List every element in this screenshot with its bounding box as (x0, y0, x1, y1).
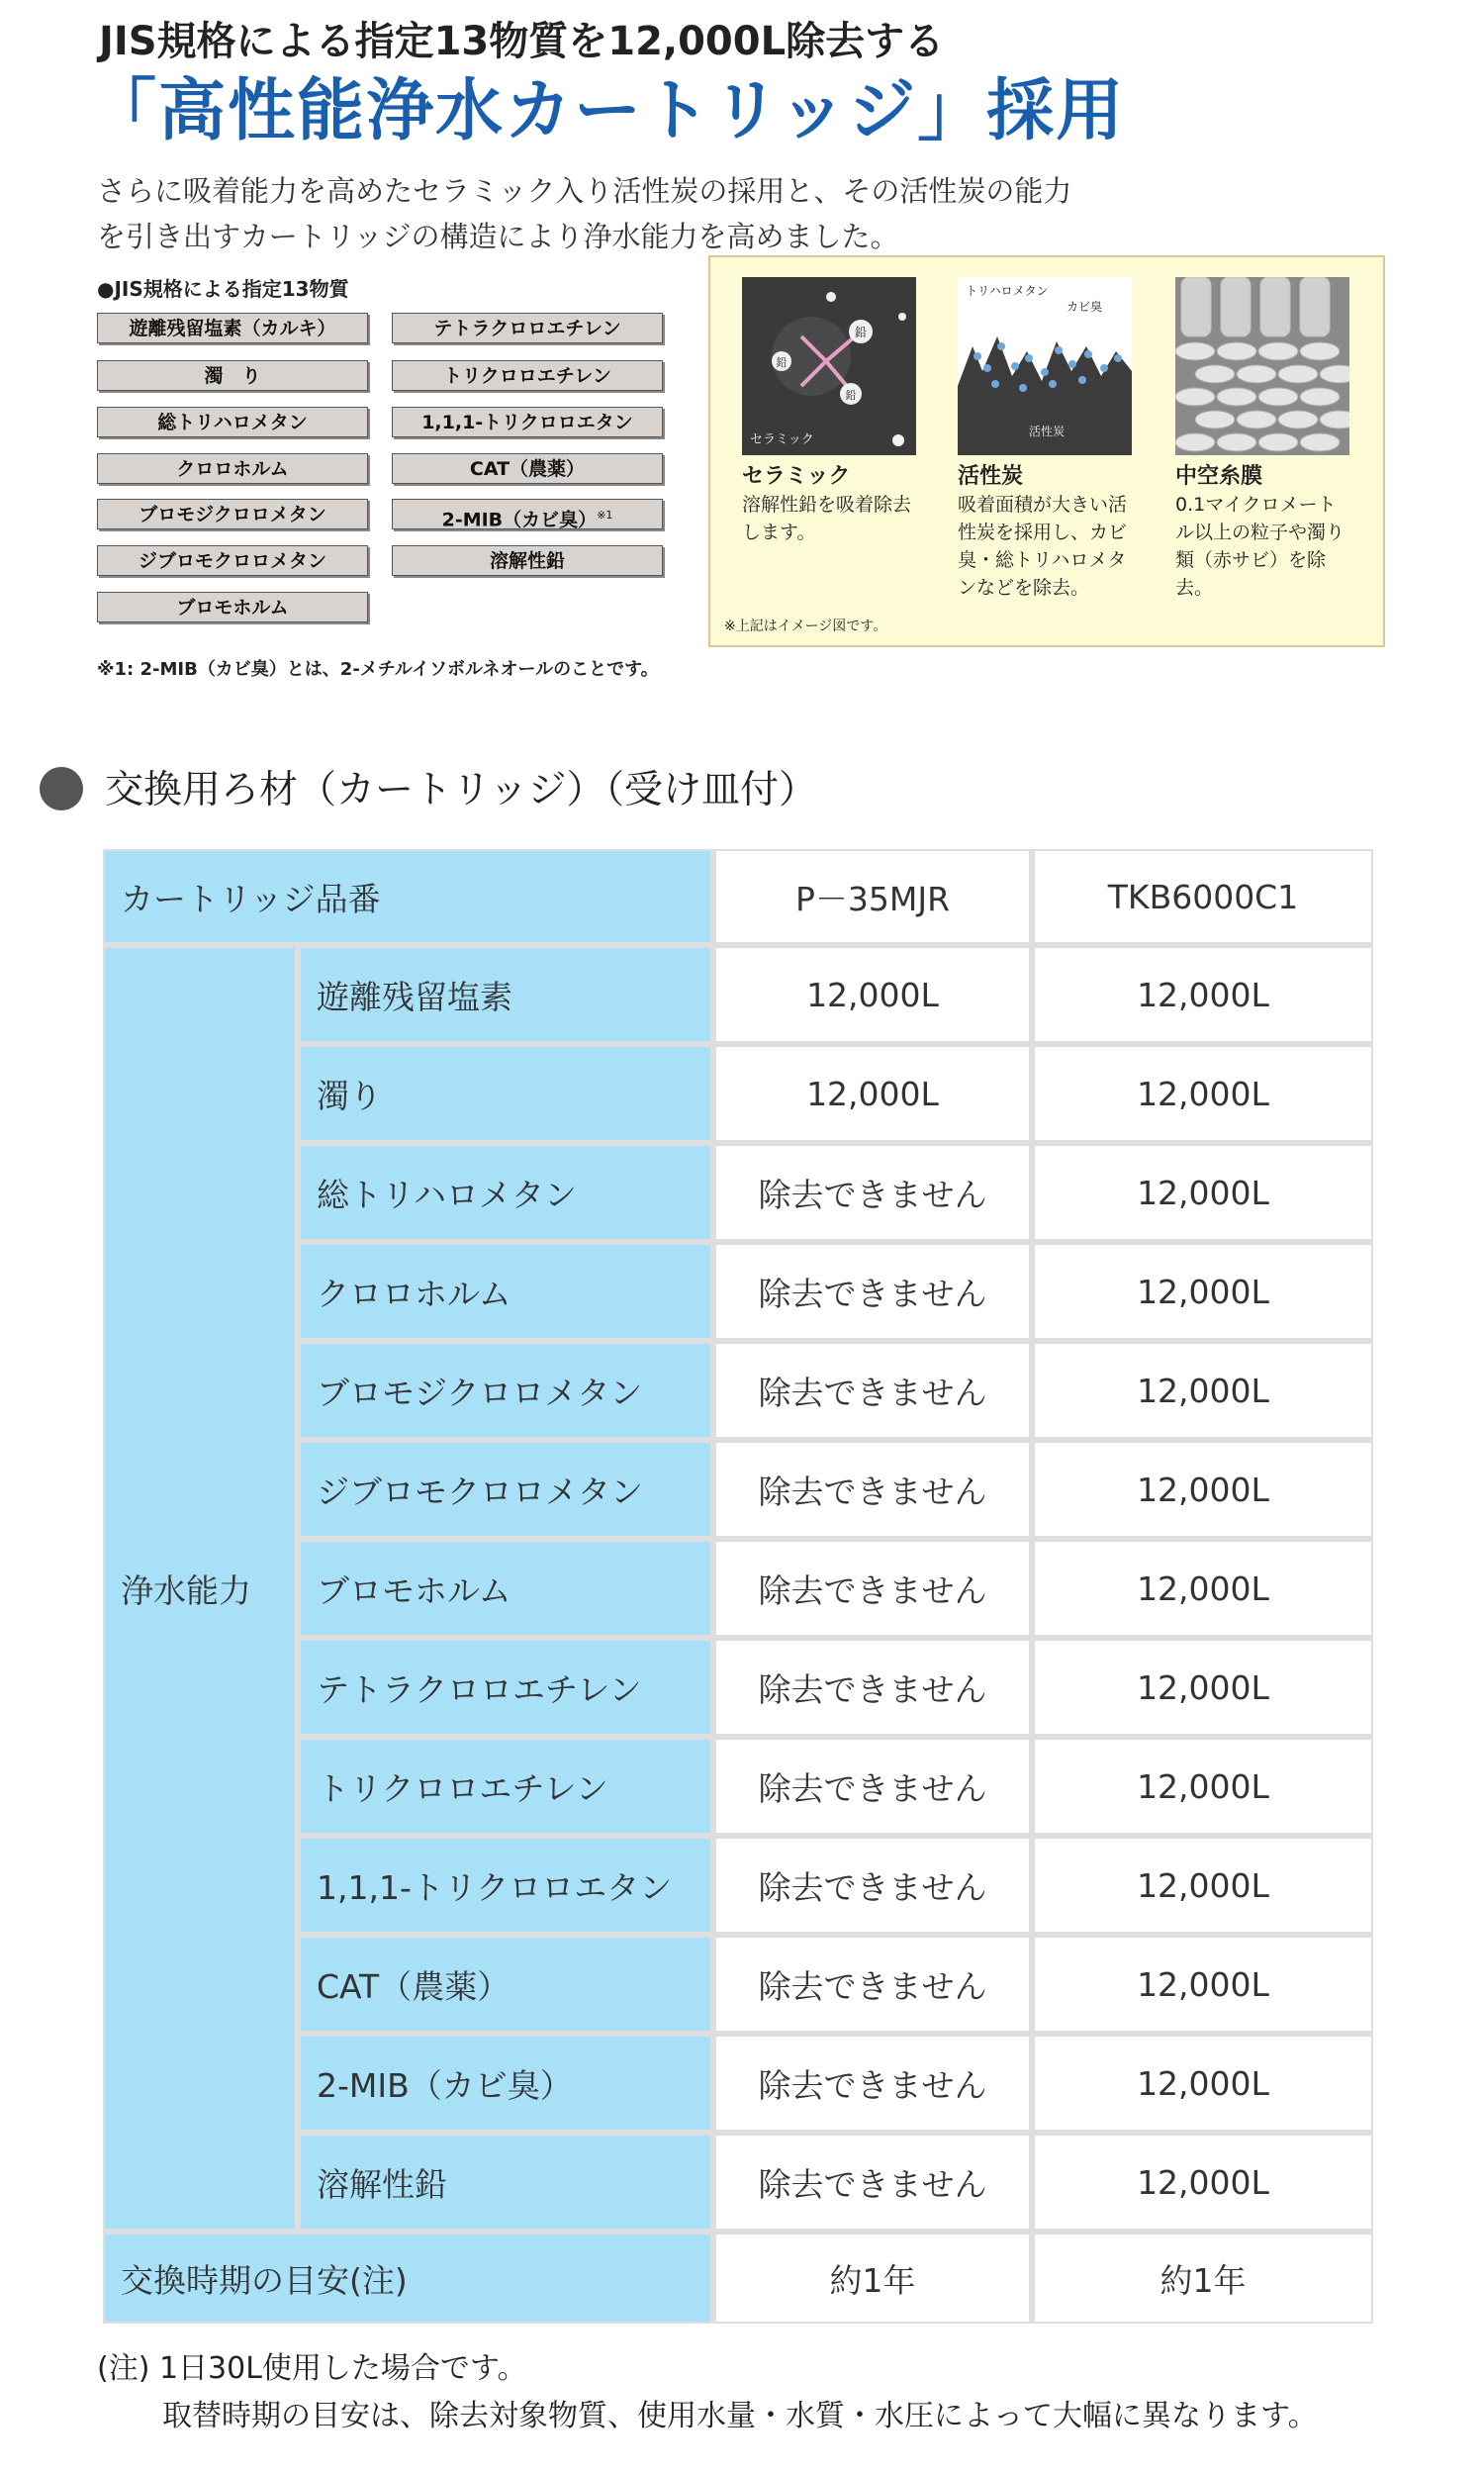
capacity-value-cell (1035, 2037, 1371, 2130)
substance-name: 総トリハロメタン (317, 1175, 578, 1214)
jis-chip: 1,1,1-トリクロロエタン (392, 407, 663, 437)
capacity-value-cell (716, 1839, 1029, 1932)
capacity-value-cell (1035, 1146, 1371, 1239)
note-line1: (注) 1日30L使用した場合です。 (97, 2351, 527, 2386)
capacity-value: 12,000L (1137, 1173, 1269, 1212)
substance-name: テトラクロロエチレン (317, 1669, 642, 1709)
capacity-value: 除去できません (758, 2164, 987, 2204)
jis-list-title: ●JIS規格による指定13物質 (97, 277, 349, 301)
fiber-title: 中空糸膜 (1175, 464, 1263, 489)
jis-chip: ブロモホルム (97, 592, 368, 622)
fiber-text: 0.1マイクロメートル以上の粒子や濁り類（赤サビ）を除去。 (1175, 494, 1345, 599)
capacity-value: 除去できません (758, 1669, 987, 1709)
lead-label: 鉛 (854, 326, 868, 339)
trihalomethane-label: トリハロメタン (966, 284, 1049, 298)
substance-name: ブロモジクロロメタン (317, 1373, 643, 1412)
capacity-value-cell (716, 1443, 1029, 1536)
model-cell (1035, 851, 1371, 942)
ceramic-label: セラミック (750, 432, 814, 447)
capacity-value: 12,000L (1137, 1074, 1269, 1113)
group-label-cell (105, 948, 295, 2229)
capacity-value-cell (1035, 1047, 1371, 1140)
footer-value: 約1年 (829, 2260, 916, 2300)
lead-label: 鉛 (776, 356, 788, 369)
carbon-illustration (958, 277, 1132, 455)
substance-name-cell (301, 1344, 710, 1437)
model-name: TKB6000C1 (1107, 877, 1299, 916)
capacity-value-cell (1035, 1542, 1371, 1635)
capacity-value: 12,000L (1137, 1569, 1269, 1608)
substance-name: 溶解性鉛 (317, 2164, 447, 2204)
cartridge-table (103, 849, 1373, 2324)
capacity-value-cell (716, 1740, 1029, 1833)
substance-name: 濁り (317, 1076, 382, 1115)
capacity-value: 除去できません (758, 2065, 987, 2105)
capacity-value-cell (716, 1938, 1029, 2031)
jis-chip: ブロモジクロロメタン (97, 499, 368, 529)
capacity-value-cell (1035, 2136, 1371, 2229)
ceramic-title: セラミック (742, 464, 851, 489)
jis-chip: 総トリハロメタン (97, 407, 368, 437)
capacity-value-cell (1035, 1938, 1371, 2031)
capacity-value: 12,000L (1137, 1470, 1269, 1509)
capacity-value: 除去できません (758, 1373, 987, 1412)
capacity-value: 12,000L (806, 1074, 939, 1113)
capacity-value: 除去できません (758, 1867, 987, 1907)
capacity-value: 除去できません (758, 1966, 987, 2006)
substance-name-cell (301, 2136, 710, 2229)
capacity-value: 12,000L (1137, 1667, 1269, 1707)
hollow-fiber-illustration (1175, 277, 1349, 455)
substance-name: ジブロモクロロメタン (317, 1472, 643, 1511)
capacity-value: 12,000L (1137, 2063, 1269, 2103)
jis-chip: 濁 り (97, 360, 368, 391)
substance-name: 遊離残留塩素 (317, 977, 512, 1016)
jis-chip: テトラクロロエチレン (392, 313, 663, 343)
model-cell (716, 851, 1029, 942)
carbon-title: 活性炭 (958, 464, 1024, 489)
capacity-value-cell (716, 1245, 1029, 1338)
footnote-mib: ※1: 2-MIB（カビ臭）とは、2-メチルイソボルネオールのことです。 (97, 659, 659, 680)
header-label-cell (105, 851, 710, 942)
jis-chip-label: 2-MIB（カビ臭） (441, 509, 598, 531)
capacity-value-cell (1035, 1740, 1371, 1833)
substance-name-cell (301, 1245, 710, 1338)
group-label: 浄水能力 (121, 1570, 251, 1610)
substance-name-cell (301, 1443, 710, 1536)
header-label: カートリッジ品番 (121, 879, 381, 918)
jis-chip: 遊離残留塩素（カルキ） (97, 313, 368, 343)
substance-name-cell (301, 1047, 710, 1140)
substance-name-cell (301, 1542, 710, 1635)
substance-name-cell (301, 1839, 710, 1932)
capacity-value: 12,000L (1137, 975, 1269, 1014)
section-title: 交換用ろ材（カートリッジ）（受け皿付） (105, 768, 817, 812)
headline-line1: JIS規格による指定13物質を12,000L除去する (99, 19, 945, 64)
capacity-value-cell (716, 1641, 1029, 1734)
capacity-value-cell (716, 1344, 1029, 1437)
note-line2: 取替時期の目安は、除去対象物質、使用水量・水質・水圧によって大幅に異なります。 (162, 2399, 1318, 2433)
jis-chip: ジブロモクロロメタン (97, 545, 368, 576)
capacity-value: 除去できません (758, 1175, 987, 1214)
jis-chip: 溶解性鉛 (392, 545, 663, 576)
figure-note: ※上記はイメージ図です。 (724, 618, 887, 634)
figure-panel (708, 255, 1385, 647)
capacity-value: 12,000L (806, 975, 939, 1014)
footer-value-cell (716, 2235, 1029, 2322)
footnote-mark: ※1 (597, 509, 613, 522)
footer-label-cell (105, 2235, 710, 2322)
substance-name: 2-MIB（カビ臭） (317, 2065, 573, 2105)
capacity-value-cell (1035, 1344, 1371, 1437)
capacity-value: 12,000L (1137, 1964, 1269, 2004)
footer-value: 約1年 (1159, 2260, 1247, 2300)
substance-name-cell (301, 948, 710, 1041)
capacity-value-cell (716, 948, 1029, 1041)
capacity-value: 12,000L (1137, 1272, 1269, 1311)
substance-name-cell (301, 2037, 710, 2130)
substance-name-cell (301, 1641, 710, 1734)
capacity-value-cell (716, 1542, 1029, 1635)
capacity-value: 12,000L (1137, 1766, 1269, 1806)
substance-name: ブロモホルム (317, 1570, 511, 1610)
headline-line2: 「高性能浄水カートリッジ」採用 (89, 72, 1126, 150)
capacity-value: 12,000L (1137, 1865, 1269, 1905)
bullet-icon (40, 767, 83, 810)
jis-chip (392, 499, 663, 529)
substance-name: 1,1,1-トリクロロエタン (317, 1867, 673, 1907)
substance-name: CAT（農薬） (317, 1966, 510, 2006)
carbon-label: 活性炭 (1029, 425, 1066, 438)
substance-name-cell (301, 1146, 710, 1239)
footer-label: 交換時期の目安(注) (121, 2260, 408, 2300)
jis-chip: クロロホルム (97, 453, 368, 484)
ceramic-illustration (742, 277, 916, 455)
substance-name-cell (301, 1740, 710, 1833)
model-name: P－35MJR (794, 879, 951, 918)
jis-chip: トリクロロエチレン (392, 360, 663, 391)
capacity-value-cell (1035, 1839, 1371, 1932)
capacity-value-cell (1035, 1641, 1371, 1734)
capacity-value-cell (716, 2136, 1029, 2229)
capacity-value-cell (1035, 948, 1371, 1041)
capacity-value: 12,000L (1137, 1371, 1269, 1410)
capacity-value: 除去できません (758, 1768, 987, 1808)
capacity-value: 除去できません (758, 1274, 987, 1313)
capacity-value: 除去できません (758, 1570, 987, 1610)
capacity-value-cell (716, 1047, 1029, 1140)
lead-text: さらに吸着能力を高めたセラミック入り活性炭の採用と、その活性炭の能力を引き出すカートリッジの構造により浄水能力を高めました。 (97, 174, 1072, 253)
substance-name: クロロホルム (317, 1274, 511, 1313)
substance-name-cell (301, 1938, 710, 2031)
capacity-value-cell (716, 1146, 1029, 1239)
jis-chip: CAT（農薬） (392, 453, 663, 484)
footer-value-cell (1035, 2235, 1371, 2322)
capacity-value: 除去できません (758, 1472, 987, 1511)
mold-odor-label: カビ臭 (1067, 300, 1103, 314)
ceramic-text: 溶解性鉛を吸着除去します。 (742, 494, 912, 543)
capacity-value-cell (1035, 1443, 1371, 1536)
lead-label: 鉛 (845, 389, 857, 402)
capacity-value: 12,000L (1137, 2162, 1269, 2202)
capacity-value-cell (716, 2037, 1029, 2130)
capacity-value-cell (1035, 1245, 1371, 1338)
substance-name: トリクロロエチレン (317, 1768, 608, 1808)
carbon-text: 吸着面積が大きい活性炭を採用し、カビ臭・総トリハロメタンなどを除去。 (958, 494, 1128, 599)
